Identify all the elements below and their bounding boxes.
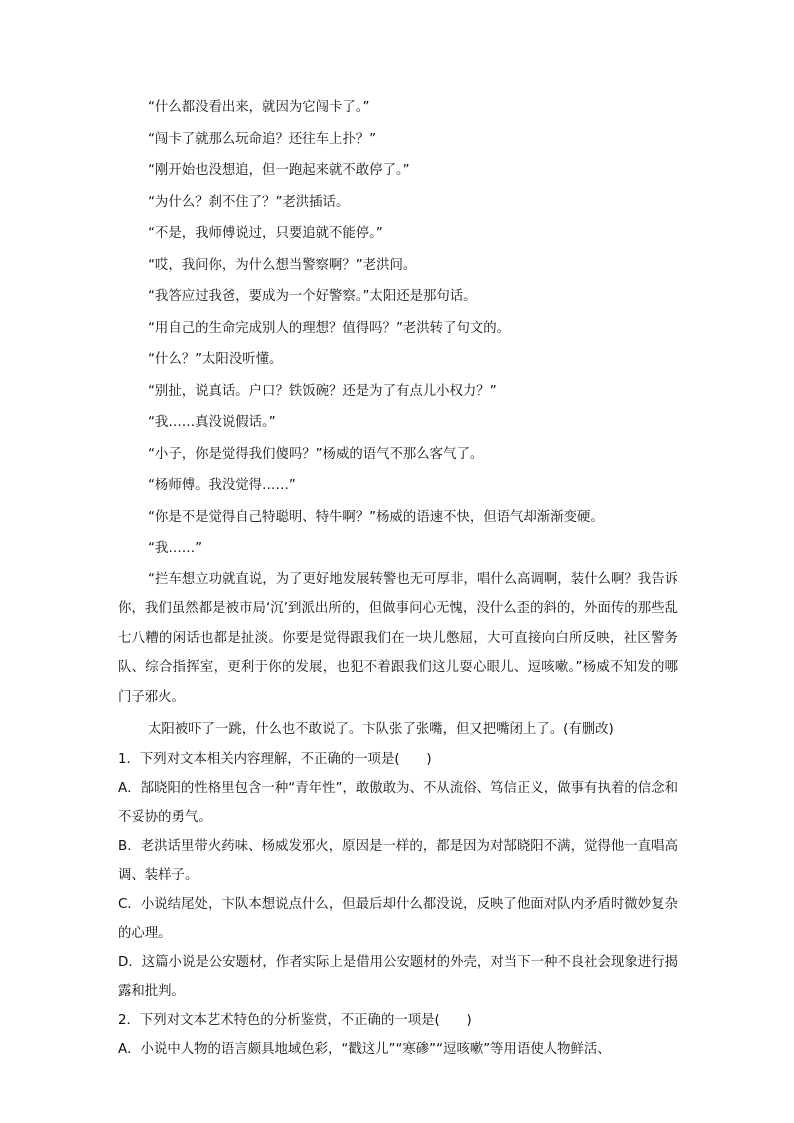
question-title: 2．下列对文本艺术特色的分析鉴赏，不正确的一项是( ): [118, 1012, 472, 1028]
story-paragraph: 太阳被吓了一跳，什么也不敢说了。卞队张了张嘴，但又把嘴闭上了。(有删改): [148, 722, 614, 737]
dialogue-line: “小子，你是觉得我们傻吗？”杨威的语气不那么客气了。: [148, 446, 484, 462]
question-option-d: D．这篇小说是公安题材，作者实际上是借用公安题材的外壳，对当下一种不良社会现象进行揭露和批判。: [118, 954, 678, 999]
question-1: [118, 745, 678, 1006]
question-2: [118, 1006, 678, 1064]
dialogue-line: “为什么？刹不住了？”老洪插话。: [148, 194, 350, 210]
dialogue-line: “杨师傅。我没觉得……”: [148, 478, 296, 493]
dialogue-line: “我……真没说假话。”: [148, 415, 276, 430]
question-option-a: A．郜晓阳的性格里包含一种“青年性”，敢傲敢为、不从流俗、笃信正义，做事有执着的信念和不妥协的勇气。: [118, 780, 678, 825]
dialogue-line: “哎，我问你，为什么想当警察啊？”老洪问。: [148, 257, 417, 273]
story-text: [118, 92, 678, 1064]
dialogue-line: “闯卡了就那么玩命追？还往车上扑？”: [148, 131, 377, 147]
dialogue-line: “我答应过我爸，要成为一个好警察。”太阳还是那句话。: [148, 289, 477, 304]
dialogue-line: “什么都没看出来，就因为它闯卡了。”: [148, 100, 370, 115]
dialogue-line: “别扯，说真话。户口？铁饭碗？还是为了有点儿小权力？”: [148, 383, 497, 399]
dialogue-line: “什么？”太阳没听懂。: [148, 352, 283, 367]
dialogue-line: “我……”: [148, 541, 203, 556]
dialogue-line: “不是，我师傅说过，只要追就不能停。”: [148, 226, 383, 241]
question-option-c: C．小说结尾处，卞队本想说点什么，但最后却什么都没说，反映了他面对队内矛盾时微妙复杂的心理。: [118, 896, 678, 941]
dialogue-line: “刚开始也没想追，但一跑起来就不敢停了。”: [148, 163, 410, 178]
story-paragraph: “拦车想立功就直说，为了更好地发展转警也无可厚非，唱什么高调啊，装什么啊？我告诉你，我们虽然都是被市局‘沉’到派出所的，但做事问心无愧，没什么歪的斜的，外面传的那些乱七八糟的闲话也都是扯淡。你要是觉得跟我们在一块儿憋屈，大可直接向白所反映，社区警务队、综合指挥室，更利于你的发展，也犯不着跟我们这儿耍心眼儿、逗咳嗽。”杨威不知发的哪门子邪火。: [118, 571, 678, 705]
dialogue-line: “你是不是觉得自己特聪明、特牛啊？”杨威的语速不快，但语气却渐渐变硬。: [148, 509, 604, 525]
question-option-b: B．老洪话里带火药味、杨威发邪火，原因是一样的，都是因为对郜晓阳不满，觉得他一直唱高调、装样子。: [118, 838, 678, 883]
question-title: 1．下列对文本相关内容理解，不正确的一项是( ): [118, 751, 432, 767]
dialogue-line: “用自己的生命完成别人的理想？值得吗？”老洪转了句文的。: [148, 320, 511, 336]
question-option-a: A．小说中人物的语言颇具地域色彩，“戳这儿”“寒碜”“逗咳嗽”等用语使人物鲜活、: [118, 1041, 611, 1057]
